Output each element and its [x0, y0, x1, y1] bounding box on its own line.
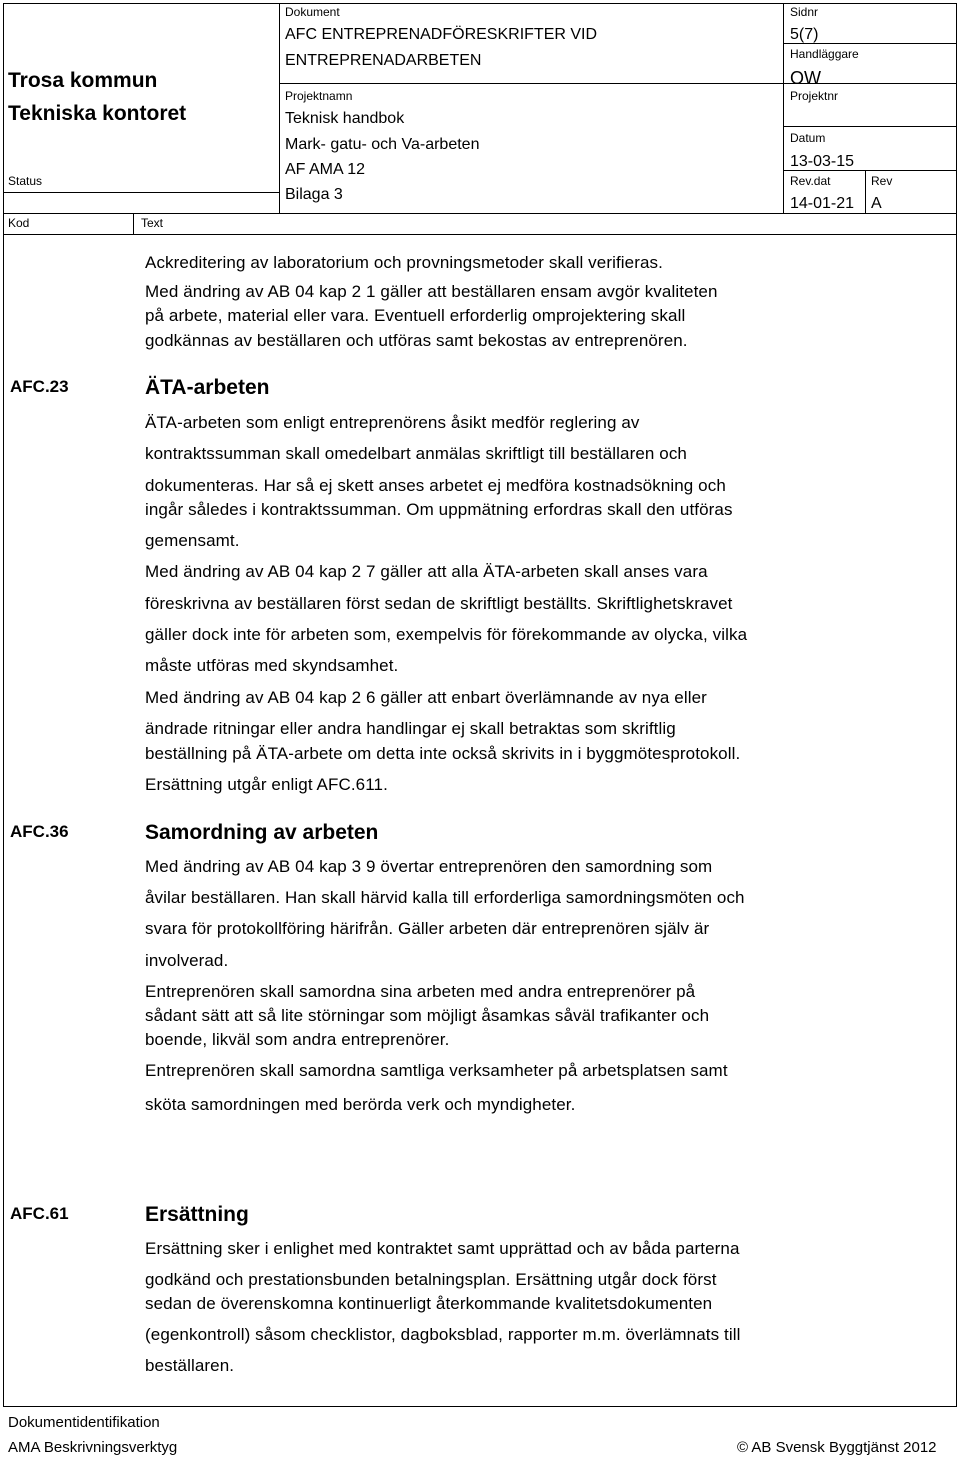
section-line: Med ändring av AB 04 kap 2 7 gäller att alla ÄTA-arbeten skall anses vara	[145, 562, 708, 581]
datum-label: Datum	[790, 131, 826, 145]
section-heading: Samordning av arbeten	[145, 821, 379, 844]
dokument-value-line-1: AFC ENTREPRENADFÖRESKRIFTER VID	[285, 26, 598, 43]
section-line: svara för protokollföring härifrån. Gäller arbeten där entreprenören själv är	[145, 919, 710, 938]
section-line: sådant sätt att så lite störningar som möjligt åsamkas såväl trafikanter och	[145, 1006, 710, 1025]
section-code: AFC.61	[10, 1204, 69, 1223]
frame-top	[3, 3, 957, 4]
section-line: Med ändring av AB 04 kap 3 9 övertar entreprenören den samordning som	[145, 857, 713, 876]
intro-line: godkännas av beställaren och utföras samt bekostas av entreprenören.	[145, 331, 688, 350]
projektnamn-value-line-2: Mark- gatu- och Va-arbeten	[285, 136, 480, 153]
header-row-divider-status	[3, 192, 279, 193]
organization-department: Tekniska kontoret	[8, 102, 187, 125]
section-heading: Ersättning	[145, 1203, 249, 1226]
section-line: Entreprenören skall samordna samtliga verksamheter på arbetsplatsen samt	[145, 1061, 728, 1080]
rev-value: A	[871, 195, 882, 212]
section-line: sköta samordningen med berörda verk och myndigheter.	[145, 1095, 576, 1114]
section-heading: ÄTA-arbeten	[145, 376, 270, 399]
header-col-divider-1	[279, 3, 280, 213]
organization-name: Trosa kommun	[8, 69, 158, 92]
sidnr-label: Sidnr	[790, 5, 819, 19]
section-code: AFC.36	[10, 822, 69, 841]
projektnr-label: Projektnr	[790, 89, 839, 103]
section-line: boende, likväl som andra entreprenörer.	[145, 1030, 450, 1049]
handlaggare-label: Handläggare	[790, 47, 859, 61]
status-label: Status	[8, 174, 43, 188]
section-line: (egenkontroll) såsom checklistor, dagboksblad, rapporter m.m. överlämnats till	[145, 1325, 741, 1344]
rev-label: Rev	[871, 174, 893, 188]
copyright-icon: ©	[737, 1439, 749, 1456]
section-line: dokumenteras. Har så ej skett anses arbetet ej medföra kostnadsökning och	[145, 476, 726, 495]
revdat-value: 14-01-21	[790, 195, 855, 212]
kod-label: Kod	[8, 216, 30, 230]
section-line: måste utföras med skyndsamhet.	[145, 656, 399, 675]
section-line: sedan de överenskomna kontinuerligt återkommande kvalitetsdokumenten	[145, 1294, 713, 1313]
datum-value: 13-03-15	[790, 153, 855, 170]
footer-tool-name: AMA Beskrivningsverktyg	[8, 1439, 178, 1456]
section-line: gäller dock inte för arbeten som, exempelvis för förekommande av olycka, vilka	[145, 625, 748, 644]
section-line: åvilar beställaren. Han skall härvid kalla till erforderliga samordningsmöten och	[145, 888, 745, 907]
section-line: involverad.	[145, 951, 229, 970]
projektnamn-label: Projektnamn	[285, 89, 353, 103]
intro-line: Ackreditering av laboratorium och provningsmetoder skall verifieras.	[145, 253, 663, 272]
section-line: beställning på ÄTA-arbete om detta inte också skrivits in i byggmötesprotokoll.	[145, 744, 741, 763]
projektnamn-value-line-3: AF AMA 12	[285, 161, 366, 178]
intro-line: Med ändring av AB 04 kap 2 1 gäller att beställaren ensam avgör kvaliteten	[145, 282, 718, 301]
section-line: ingår således i kontraktssumman. Om uppmätning erfordras skall den utföras	[145, 500, 733, 519]
section-line: Ersättning sker i enlighet med kontraktet samt upprättad och av båda parterna	[145, 1239, 740, 1258]
header-row-divider-mid	[279, 83, 783, 84]
handlaggare-value: OW	[790, 68, 821, 88]
section-line: Med ändring av AB 04 kap 2 6 gäller att enbart överlämnande av nya eller	[145, 688, 707, 707]
projektnamn-value-line-1: Teknisk handbok	[285, 110, 405, 127]
section-line: Entreprenören skall samordna sina arbeten med andra entreprenörer på	[145, 982, 696, 1001]
projektnamn-value-line-4: Bilaga 3	[285, 186, 343, 203]
section-line: godkänd och prestationsbunden betalningsplan. Ersättning utgår dock först	[145, 1270, 717, 1289]
frame-bottom	[3, 1406, 957, 1407]
footer-doc-id-label: Dokumentidentifikation	[8, 1414, 160, 1431]
section-code: AFC.23	[10, 377, 69, 396]
header-row-divider-r3	[783, 126, 956, 127]
header-row-divider-kod	[3, 213, 957, 214]
section-line: gemensamt.	[145, 531, 240, 550]
section-line: ÄTA-arbeten som enligt entreprenörens åsikt medför reglering av	[145, 413, 640, 432]
section-line: Ersättning utgår enligt AFC.611.	[145, 775, 388, 794]
footer-copyright	[737, 1439, 937, 1456]
sidnr-value: 5(7)	[790, 26, 819, 43]
header-divider	[3, 234, 957, 235]
dokument-label: Dokument	[285, 5, 340, 19]
header-col-divider-2	[783, 3, 784, 213]
dokument-value-line-2: ENTREPRENADARBETEN	[285, 52, 482, 69]
intro-line: på arbete, material eller vara. Eventuell erforderlig omprojektering skall	[145, 306, 686, 325]
section-line: ändrade ritningar eller andra handlingar ej skall betraktas som skriftlig	[145, 719, 676, 738]
text-label: Text	[141, 216, 164, 230]
footer-copyright-text: AB Svensk Byggtjänst 2012	[751, 1439, 937, 1456]
section-line: kontraktssumman skall omedelbart anmälas skriftligt till beställaren och	[145, 444, 687, 463]
section-line: beställaren.	[145, 1356, 235, 1375]
kod-text-divider	[133, 213, 134, 234]
section-line: föreskrivna av beställaren först sedan de skriftligt beställts. Skriftlighetskravet	[145, 594, 733, 613]
header-col-divider-3	[865, 170, 866, 213]
revdat-label: Rev.dat	[790, 174, 831, 188]
